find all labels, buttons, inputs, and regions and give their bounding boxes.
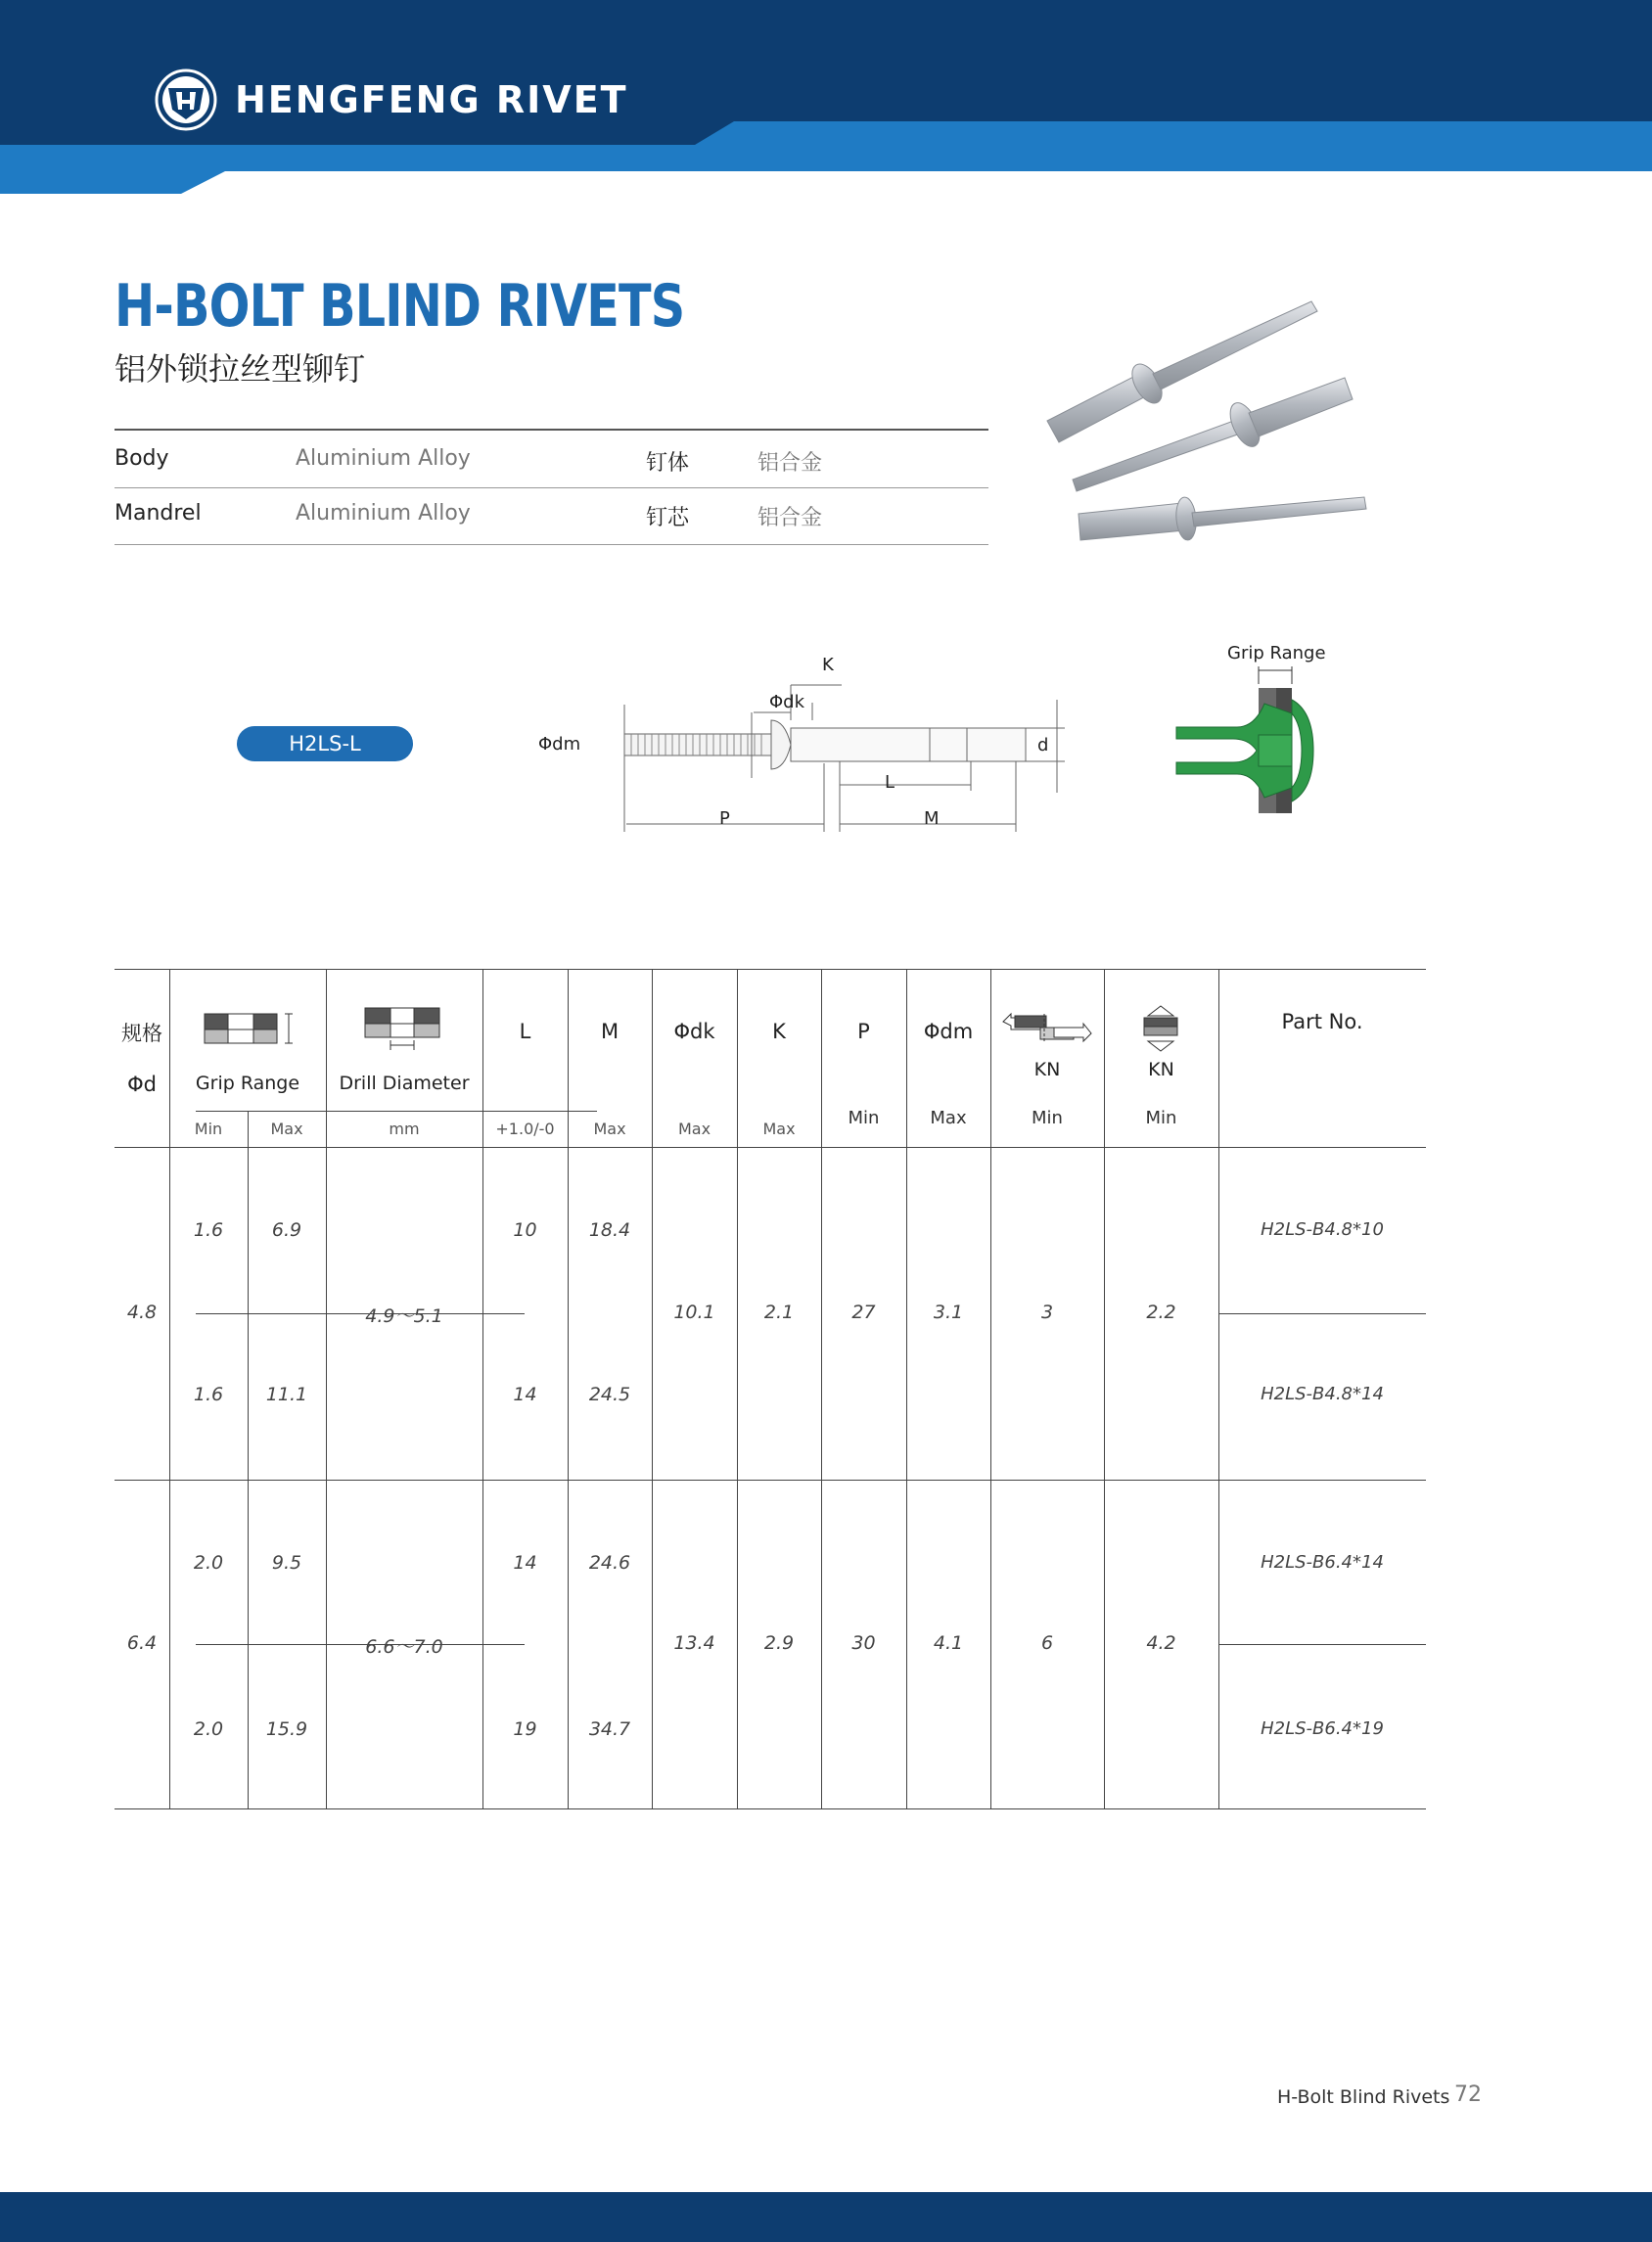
dim-l-label: L	[885, 772, 895, 793]
page-title: H-BOLT BLIND RIVETS	[115, 272, 685, 341]
dim-d-label: d	[1037, 735, 1049, 755]
table-row-3-part: H2LS-B6.4*14	[1261, 1552, 1384, 1573]
group-2-tensile: 4.2	[1146, 1632, 1176, 1654]
table-row-2-m: 24.5	[588, 1384, 631, 1405]
table-row-2-grip-max: 11.1	[265, 1384, 308, 1405]
dim-m-label: M	[924, 808, 940, 829]
table-row-2-grip-min: 1.6	[193, 1384, 224, 1405]
sub-p: Min	[848, 1108, 880, 1128]
sub-tensile: Min	[1145, 1108, 1177, 1128]
table-row-3-l: 14	[513, 1552, 537, 1574]
group-2-drill: 6.6～7.0	[365, 1636, 443, 1658]
drill-diameter-icon	[363, 1004, 451, 1053]
group-1-d: 4.8	[126, 1302, 158, 1323]
tensile-strength-icon	[1140, 1004, 1181, 1053]
group-2-dk: 13.4	[673, 1632, 715, 1654]
table-row-3-grip-max: 9.5	[271, 1552, 302, 1574]
table-row-4-part: H2LS-B6.4*19	[1261, 1718, 1384, 1739]
dim-dk-label: Φdk	[769, 692, 805, 712]
material-mandrel-value: Aluminium Alloy	[296, 501, 471, 526]
table-row-1-grip-min: 1.6	[193, 1219, 224, 1241]
page-number: 72	[1454, 2082, 1482, 2107]
sub-shear: Min	[1032, 1108, 1063, 1128]
material-body-label-cn: 钉体	[646, 451, 690, 476]
footer-bar	[0, 2192, 1652, 2242]
model-badge: H2LS-L	[237, 726, 413, 761]
table-row-4-m: 34.7	[588, 1718, 631, 1740]
header-p: P	[857, 1020, 870, 1043]
sub-dk: Max	[677, 1120, 711, 1138]
dim-p-label: P	[719, 808, 730, 829]
header-m: M	[600, 1020, 620, 1043]
material-mandrel-value-cn: 铝合金	[757, 506, 823, 530]
table-row-2-l: 14	[513, 1384, 537, 1405]
group-2-k: 2.9	[763, 1632, 795, 1654]
header-k: K	[772, 1020, 786, 1043]
table-row-4-l: 19	[513, 1718, 537, 1740]
table-row-1-m: 18.4	[588, 1219, 631, 1241]
spec-table	[115, 969, 1426, 1810]
header-l: L	[519, 1020, 531, 1043]
header-grip: Grip Range	[195, 1073, 300, 1094]
shear-strength-icon	[1001, 1012, 1093, 1045]
table-row-4-grip-max: 15.9	[265, 1718, 308, 1740]
group-1-drill: 4.9～5.1	[365, 1305, 443, 1327]
group-1-shear: 3	[1040, 1302, 1054, 1323]
sub-grip-max: Max	[270, 1120, 303, 1138]
table-row-4-grip-min: 2.0	[193, 1718, 224, 1740]
header-drill: Drill Diameter	[339, 1073, 470, 1094]
group-2-shear: 6	[1040, 1632, 1054, 1654]
page-subtitle: 铝外锁拉丝型铆钉	[115, 350, 366, 388]
material-body-value-cn: 铝合金	[757, 451, 823, 476]
group-1-tensile: 2.2	[1146, 1302, 1176, 1323]
rivet-photo	[1037, 294, 1380, 558]
header-dk: Φdk	[673, 1020, 715, 1043]
group-1-dm: 3.1	[933, 1302, 964, 1323]
group-1-dk: 10.1	[673, 1302, 715, 1323]
header-part-no: Part No.	[1281, 1010, 1363, 1033]
hengfeng-logo-icon	[155, 69, 217, 131]
grip-range-label: Grip Range	[1227, 643, 1326, 663]
sub-k: Max	[762, 1120, 796, 1138]
material-mandrel-label: Mandrel	[115, 501, 202, 526]
footer-title: H-Bolt Blind Rivets	[1277, 2086, 1450, 2108]
sub-grip-min: Min	[194, 1120, 223, 1138]
table-row-1-l: 10	[513, 1219, 537, 1241]
table-row-1-part: H2LS-B4.8*10	[1261, 1219, 1384, 1240]
grip-range-icon	[203, 1010, 300, 1049]
sub-dm: Max	[930, 1108, 967, 1128]
group-2-p: 30	[851, 1632, 876, 1654]
dim-dm-label: Φdm	[538, 734, 581, 755]
material-body-value: Aluminium Alloy	[296, 446, 471, 471]
header-tensile: KN	[1148, 1059, 1174, 1080]
header-dm: Φdm	[923, 1020, 974, 1043]
table-row-3-m: 24.6	[588, 1552, 631, 1574]
group-2-d: 6.4	[126, 1632, 158, 1654]
material-mandrel-label-cn: 钉芯	[646, 506, 690, 530]
header-spec-cn: 规格	[121, 1022, 162, 1045]
sub-l-tolerance: +1.0/-0	[495, 1120, 555, 1138]
sub-m: Max	[593, 1120, 626, 1138]
header-shear: KN	[1033, 1059, 1061, 1080]
material-body-label: Body	[115, 446, 169, 471]
dim-k-label: K	[822, 655, 834, 675]
rivet-dimension-drawing	[528, 646, 1077, 851]
table-row-2-part: H2LS-B4.8*14	[1261, 1384, 1384, 1404]
grip-range-drawing	[1155, 641, 1351, 837]
table-row-3-grip-min: 2.0	[193, 1552, 224, 1574]
sub-drill-unit: mm	[389, 1120, 420, 1138]
brand-name: HENGFENG RIVET	[235, 78, 628, 121]
table-row-1-grip-max: 6.9	[271, 1219, 302, 1241]
group-2-dm: 4.1	[933, 1632, 964, 1654]
group-1-p: 27	[851, 1302, 876, 1323]
group-1-k: 2.1	[763, 1302, 795, 1323]
header-spec-d: Φd	[127, 1073, 157, 1096]
rivet-3-icon	[1078, 496, 1366, 541]
